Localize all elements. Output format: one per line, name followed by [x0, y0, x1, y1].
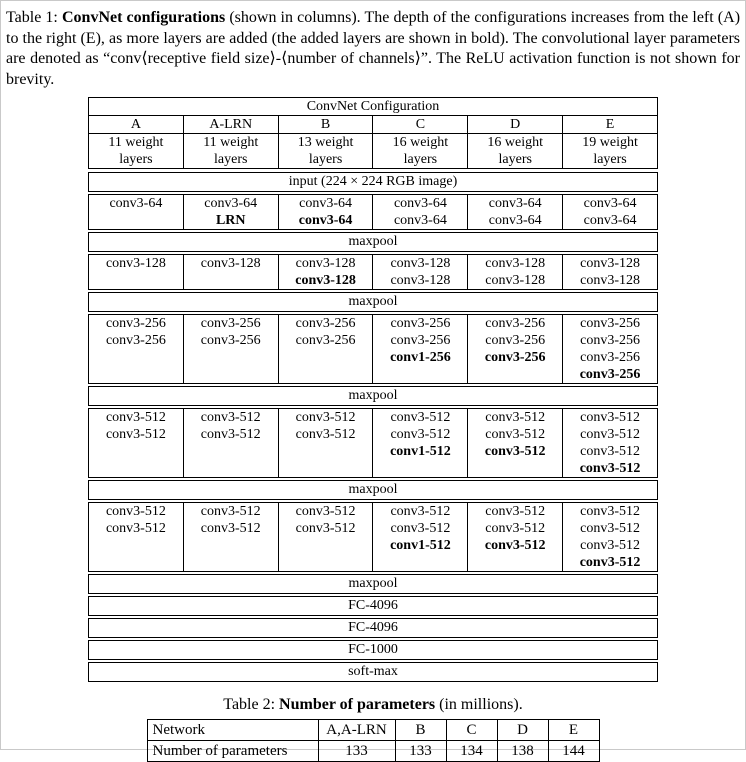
conv-layer-entry: conv3-256 [105, 316, 166, 331]
table1-conv-cell [89, 255, 184, 289]
conv-layer-entry: conv3-512 [105, 521, 166, 536]
table1-conv-block [88, 408, 658, 478]
conv-layer-entry: conv3-512 [580, 504, 640, 519]
parameters-table-cell: 133 [318, 741, 395, 762]
table1-conv-cell [563, 255, 657, 289]
table1-conv-cell [468, 195, 563, 229]
parameters-table-cell: C [446, 720, 497, 741]
table1-depth-line: 13 weight [297, 135, 354, 150]
table1-conv-cell [184, 255, 279, 289]
table1-conv-cell [373, 315, 468, 383]
conv-layer-entry: conv3-64 [583, 196, 637, 211]
conv-layer-entry: conv3-64 [299, 196, 353, 211]
table1-conv-cell [373, 255, 468, 289]
table1-caption-body: (shown in columns). The depth of the configurations increases from the left (A) to the right (E), as more layers are added (the added layers are shown in bold). The convolutional layer parameters are denoted as “conv⟨receptive field size⟩-⟨number of channels⟩”. The ReLU activation function is not shown for brevity. [6, 9, 741, 88]
table1-conv-cell [89, 315, 184, 383]
table1-depth-row [89, 134, 657, 168]
table1-span-row: maxpool [88, 480, 658, 500]
table1-conv-cell [279, 503, 374, 571]
conv-layer-entry: conv3-128 [580, 256, 640, 271]
table1-caption-prefix: Table 1: [6, 9, 62, 26]
table1-conv-cell [468, 409, 563, 477]
table1-depth-cell [279, 134, 374, 168]
table1-caption-title: ConvNet configurations [61, 9, 226, 26]
conv-layer-entry: conv3-64 [583, 213, 637, 228]
table1-conv-cell [373, 195, 468, 229]
table1-conv-cell [373, 409, 468, 477]
table1-conv-cell [89, 503, 184, 571]
table1-conv-cell [468, 315, 563, 383]
table1-conv-cell [279, 195, 374, 229]
conv-layer-entry: conv3-512 [390, 427, 451, 442]
conv-layer-entry: conv3-512 [485, 504, 546, 519]
table1-depth-line: layers [308, 152, 343, 167]
conv-layer-entry: conv3-64 [393, 196, 447, 211]
conv-layer-entry: conv3-256 [295, 316, 356, 331]
table1-depth-cell [373, 134, 468, 168]
table1-conv-block [88, 314, 658, 384]
conv-layer-entry: conv3-512 [105, 504, 166, 519]
table1-depth-line: 16 weight [392, 135, 449, 150]
conv-layer-entry: conv3-512 [200, 521, 261, 536]
table2-caption [1, 695, 745, 715]
table1-depth-line: layers [214, 152, 248, 167]
conv-layer-entry: LRN [215, 213, 246, 228]
conv-layer-entry: conv3-256 [390, 333, 451, 348]
conv-layer-entry: conv3-128 [200, 256, 261, 271]
conv-layer-entry: conv3-64 [204, 196, 258, 211]
parameters-table-cell: 138 [497, 741, 548, 762]
table1-depth-line: layers [119, 152, 153, 167]
conv-layer-entry: conv3-128 [485, 273, 546, 288]
table1-depth-line: 16 weight [487, 135, 544, 150]
conv-layer-entry: conv3-512 [580, 538, 640, 553]
table1-depth-line: 11 weight [203, 135, 259, 150]
conv-layer-entry: conv3-128 [295, 273, 356, 288]
table1-conv-cell [563, 315, 657, 383]
parameters-table-cell: 134 [446, 741, 497, 762]
conv-layer-entry: conv3-512 [485, 410, 546, 425]
table1-conv-cell [184, 503, 279, 571]
table1-span-row: FC-1000 [88, 640, 658, 660]
conv-layer-entry: conv3-512 [295, 410, 356, 425]
conv-layer-entry: conv3-256 [580, 333, 640, 348]
table1-depth-cell [468, 134, 563, 168]
table1-span-row: FC-4096 [88, 596, 658, 616]
conv-layer-entry: conv3-512 [484, 538, 546, 553]
conv-layer-entry: conv3-512 [484, 444, 546, 459]
conv-layer-entry: conv3-128 [295, 256, 356, 271]
table1-conv-block [88, 254, 658, 290]
table1-body [88, 172, 658, 682]
conv-layer-entry: conv3-256 [485, 333, 546, 348]
table1-conv-cell [184, 315, 279, 383]
conv-layer-entry: conv3-512 [485, 521, 546, 536]
table1-depth-cell [89, 134, 184, 168]
table1-span-row: input (224 × 224 RGB image) [88, 172, 658, 192]
table2-caption-prefix: Table 2: [223, 696, 280, 713]
conv-layer-entry: conv3-512 [200, 410, 261, 425]
table1-header-block [88, 97, 658, 169]
table1-conv-cell [89, 409, 184, 477]
table1-conv-cell [184, 409, 279, 477]
conv-layer-entry: conv3-512 [390, 504, 451, 519]
parameters-table-cell: D [497, 720, 548, 741]
conv-layer-entry: conv3-64 [109, 196, 163, 211]
table1-column-label: B [279, 116, 374, 133]
table1-column-label: A [89, 116, 184, 133]
conv-layer-entry: conv3-256 [580, 316, 640, 331]
conv-layer-entry: conv3-256 [200, 333, 261, 348]
parameters-table-cell: 144 [548, 741, 599, 762]
table1-depth-line: layers [593, 152, 627, 167]
table1-caption [6, 8, 740, 90]
conv-layer-entry: conv1-256 [390, 350, 451, 365]
conv-layer-entry: conv3-256 [484, 350, 546, 365]
conv-layer-entry: conv3-512 [580, 521, 640, 536]
parameters-table-cell: Network [147, 720, 318, 741]
table1-conv-cell [563, 195, 657, 229]
conv-layer-entry: conv3-64 [488, 196, 542, 211]
table1-column-header-row [89, 116, 657, 134]
conv-layer-entry: conv3-64 [393, 213, 447, 228]
conv-layer-entry: conv3-512 [295, 427, 356, 442]
conv-layer-entry: conv3-512 [200, 427, 261, 442]
parameters-table-cell: Number of parameters [147, 741, 318, 762]
parameters-table-cell: 133 [395, 741, 446, 762]
conv-layer-entry: conv3-512 [200, 504, 261, 519]
conv-layer-entry: conv3-128 [390, 273, 451, 288]
table1-span-row: maxpool [88, 292, 658, 312]
table1-span-row: soft-max [88, 662, 658, 682]
table1-conv-cell [184, 195, 279, 229]
conv-layer-entry: conv3-64 [488, 213, 542, 228]
conv-layer-entry: conv3-128 [390, 256, 451, 271]
table1-conv-cell [563, 409, 657, 477]
table1-depth-line: 11 weight [108, 135, 164, 150]
table1-conv-cell [279, 409, 374, 477]
table1-column-label: E [605, 117, 615, 132]
conv-layer-entry: conv1-512 [390, 444, 451, 459]
table1-conv-block [88, 194, 658, 230]
parameters-table-row [147, 720, 599, 741]
conv-layer-entry: conv3-512 [105, 427, 166, 442]
convnet-configurations-table [88, 97, 658, 682]
conv-layer-entry: conv1-512 [390, 538, 451, 553]
conv-layer-entry: conv3-64 [298, 213, 353, 228]
conv-layer-entry: conv3-512 [390, 521, 451, 536]
table1-conv-cell [563, 503, 657, 571]
conv-layer-entry: conv3-512 [390, 410, 451, 425]
table1-depth-line: 19 weight [582, 135, 638, 150]
conv-layer-entry: conv3-256 [295, 333, 356, 348]
table1-column-label: C [373, 116, 468, 133]
conv-layer-entry: conv3-256 [580, 350, 640, 365]
conv-layer-entry: conv3-512 [580, 410, 640, 425]
table1-conv-cell [89, 195, 184, 229]
conv-layer-entry: conv3-128 [105, 256, 166, 271]
table1-conv-cell [468, 255, 563, 289]
conv-layer-entry: conv3-512 [580, 444, 640, 459]
table1-conv-cell [279, 315, 374, 383]
table1-column-label: D [468, 116, 563, 133]
conv-layer-entry: conv3-256 [200, 316, 261, 331]
parameters-table-cell: A,A-LRN [318, 720, 395, 741]
table1-span-row: maxpool [88, 386, 658, 406]
parameters-table [147, 719, 600, 762]
table1-span-row: maxpool [88, 232, 658, 252]
table1-conv-cell [373, 503, 468, 571]
table1-title-cell: ConvNet Configuration [89, 98, 657, 116]
parameters-table-cell: B [395, 720, 446, 741]
table1-conv-cell [468, 503, 563, 571]
conv-layer-entry: conv3-128 [580, 273, 640, 288]
parameters-table-row [147, 741, 599, 762]
table1-depth-line: layers [498, 152, 532, 167]
conv-layer-entry: conv3-256 [485, 316, 546, 331]
table2-caption-title: Number of parameters [279, 696, 436, 713]
conv-layer-entry: conv3-512 [579, 555, 641, 570]
table1-span-row: maxpool [88, 574, 658, 594]
table1-conv-cell [279, 255, 374, 289]
table1-depth-cell [563, 134, 657, 168]
table2-caption-body: (in millions). [435, 696, 523, 713]
table1-column-label: A-LRN [184, 116, 279, 133]
conv-layer-entry: conv3-512 [579, 461, 641, 476]
table1-span-row: FC-4096 [88, 618, 658, 638]
table1-depth-line: layers [403, 152, 438, 167]
conv-layer-entry: conv3-256 [105, 333, 166, 348]
conv-layer-entry: conv3-256 [390, 316, 451, 331]
conv-layer-entry: conv3-128 [485, 256, 546, 271]
table1-depth-cell [184, 134, 279, 168]
conv-layer-entry: conv3-512 [105, 410, 166, 425]
conv-layer-entry: conv3-256 [579, 367, 641, 382]
conv-layer-entry: conv3-512 [580, 427, 640, 442]
conv-layer-entry: conv3-512 [485, 427, 546, 442]
conv-layer-entry: conv3-512 [295, 521, 356, 536]
conv-layer-entry: conv3-512 [295, 504, 356, 519]
parameters-table-cell: E [548, 720, 599, 741]
table1-conv-block [88, 502, 658, 572]
